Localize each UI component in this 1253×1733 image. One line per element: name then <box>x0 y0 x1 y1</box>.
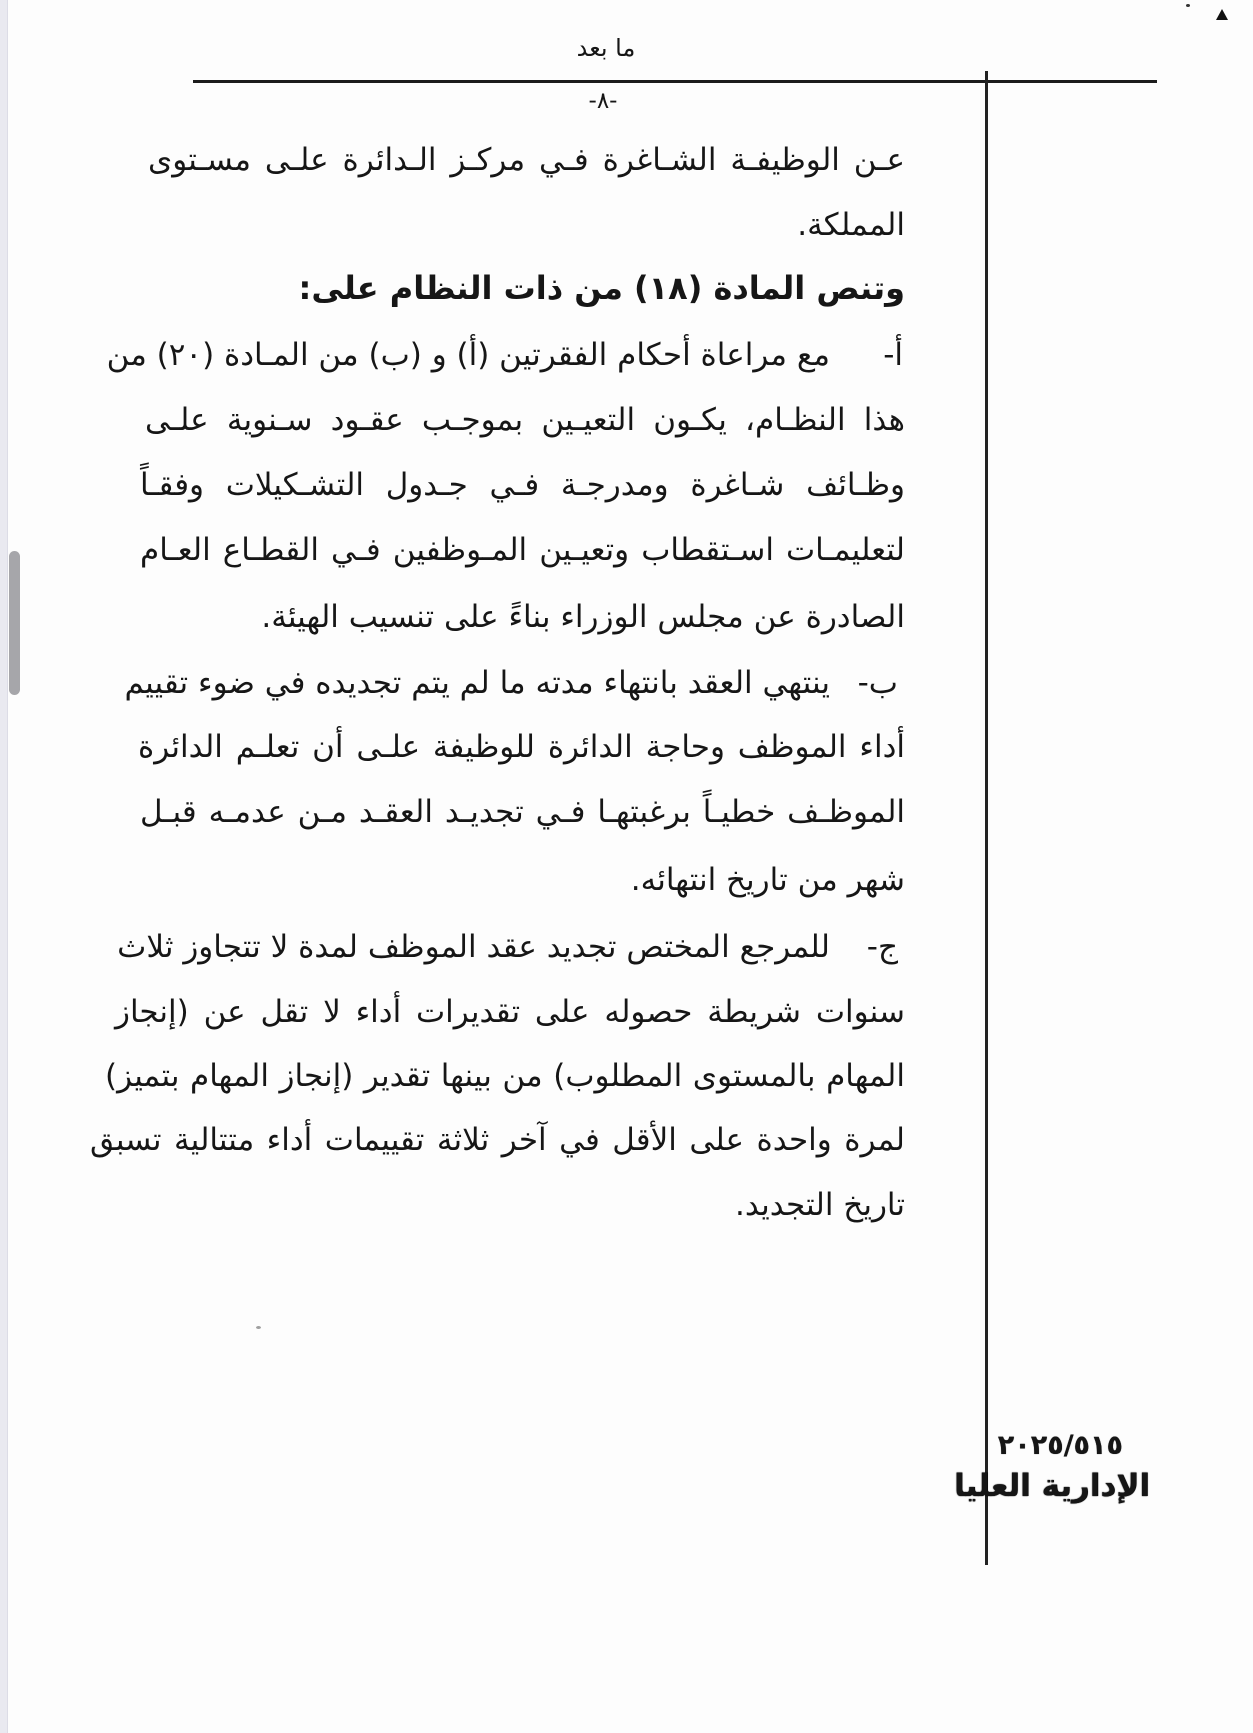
corner-triangle-mark <box>1216 9 1228 20</box>
header-rule <box>193 80 1157 83</box>
item-j-line-2: سنوات شريطة حصوله على تقديرات أداء لا تقل عن (إنجاز <box>115 994 905 1030</box>
item-a-line-1: مع مراعاة أحكام الفقرتين (أ) و (ب) من المـادة (٢٠) من <box>106 337 830 373</box>
window-left-edge <box>0 0 8 1733</box>
item-b-line-4: شهر من تاريخ انتهائه. <box>630 862 905 898</box>
item-j-line-5: تاريخ التجديد. <box>735 1187 905 1223</box>
margin-vertical-rule <box>985 71 988 1565</box>
intro-line-1: عـن الوظيفـة الشـاغرة فـي مركـز الـدائرة علـى مسـتوى <box>148 142 905 178</box>
item-j-marker: ج- <box>866 929 898 965</box>
item-j-line-4: لمرة واحدة على الأقل في آخر ثلاثة تقييمات أداء متتالية تسبق <box>90 1122 905 1158</box>
article-heading: وتنص المادة (١٨) من ذات النظام على: <box>298 269 905 307</box>
item-b-line-2: أداء الموظف وحاجة الدائرة للوظيفة علـى أن تعلـم الدائرة <box>138 729 905 765</box>
intro-line-2: المملكة. <box>797 207 905 243</box>
item-a-line-2: هذا النظـام، يكـون التعيـين بموجـب عقـود سـنوية علـى <box>145 402 905 438</box>
scrollbar-thumb[interactable] <box>9 551 20 695</box>
case-number: ٢٠٢٥/٥١٥ <box>997 1430 1123 1461</box>
item-a-line-4: لتعليمـات اسـتقطاب وتعيـين المـوظفين فـي القطـاع العـام <box>140 532 905 568</box>
item-b-marker: ب- <box>857 665 898 701</box>
header-note: ما بعد <box>576 34 636 62</box>
item-b-line-1: ينتهي العقد بانتهاء مدته ما لم يتم تجديده في ضوء تقييم <box>124 665 830 701</box>
scan-speck-artifact <box>256 1326 261 1329</box>
item-a-line-5: الصادرة عن مجلس الوزراء بناءً على تنسيب الهيئة. <box>261 599 905 635</box>
item-j-line-1: للمرجع المختص تجديد عقد الموظف لمدة لا تتجاوز ثلاث <box>117 929 830 965</box>
court-name: الإدارية العليا <box>953 1468 1150 1504</box>
item-a-marker: أ- <box>883 337 903 373</box>
scan-dot-artifact <box>1186 4 1190 7</box>
item-j-line-3: المهام بالمستوى المطلوب) من بينها تقدير (إنجاز المهام بتميز) <box>105 1058 905 1094</box>
item-b-line-3: الموظـف خطيـاً برغبتهـا فـي تجديـد العقـد مـن عدمـه قبـل <box>140 794 905 830</box>
page-number: -٨- <box>588 88 618 114</box>
item-a-line-3: وظـائف شـاغرة ومدرجـة فـي جـدول التشـكيلات وفقـاً <box>140 467 905 503</box>
